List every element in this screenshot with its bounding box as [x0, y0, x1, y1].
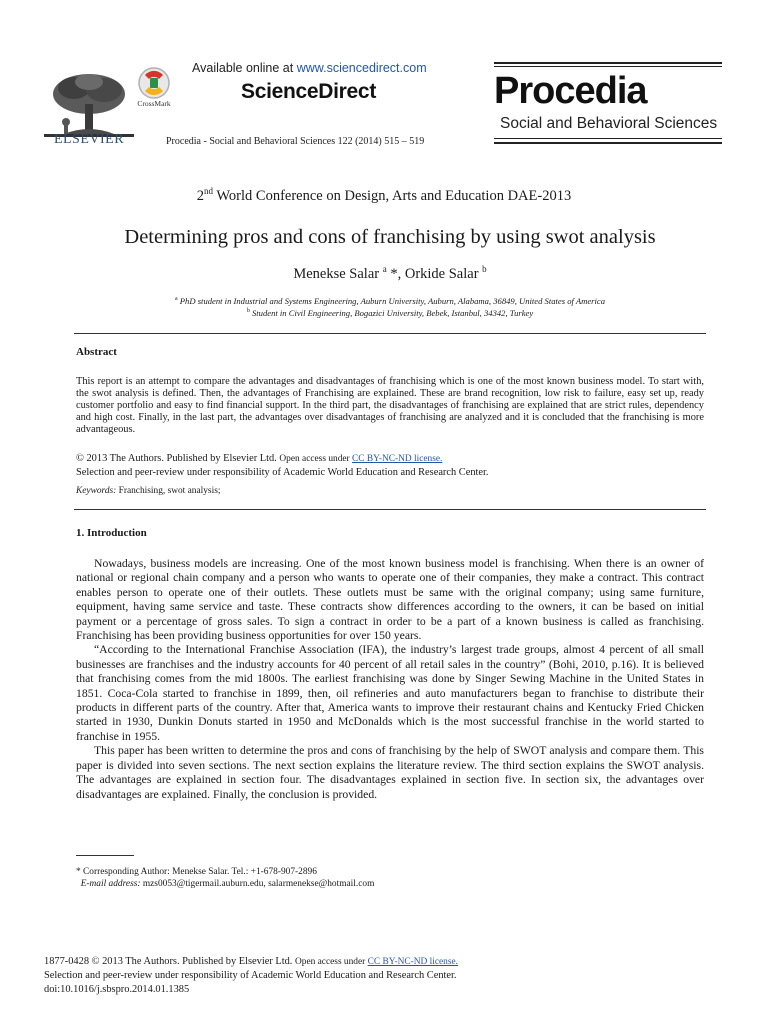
available-online-line: [192, 61, 427, 75]
abstract-body: This report is an attempt to compare the advantages and disadvantages of franchising which is one of the most known business model. To start with, the swot analysis is defined. Then, the advantages of Franchising are explained. These are brand recognition, low risk to failure, easy set up, ready customer portfolio and easy to find financial support. In the third part, the disadvantages of franchising are explained that are strict rules, dependency and high cost. Finally, in the last part, the advantages over disadvantages of franchising are analyzed and it is concluded that the franchising is more advantageous.: [76, 376, 704, 435]
footer-open-access-text: Open access under: [295, 957, 368, 967]
footer-copyright: 1877-0428 © 2013 The Authors. Published by Elsevier Ltd.: [44, 956, 295, 967]
section-divider: [74, 333, 706, 334]
procedia-title: Procedia: [494, 70, 647, 112]
abstract-copyright: [76, 452, 704, 480]
keywords: [76, 486, 220, 496]
sciencedirect-link[interactable]: www.sciencedirect.com: [296, 61, 427, 75]
available-prefix: Available online at: [192, 61, 297, 75]
author-line: [0, 264, 768, 283]
conference-line: [0, 186, 768, 205]
footer-peer-review: Selection and peer-review under responsibility of Academic World Education and Research Center.: [44, 970, 457, 982]
license-link[interactable]: CC BY-NC-ND license.: [352, 454, 443, 464]
email-addresses[interactable]: mzs0053@tigermail.auburn.edu, salarmenekse@hotmail.com: [140, 879, 375, 889]
copyright-text: © 2013 The Authors. Published by Elsevier Ltd.: [76, 453, 280, 464]
affiliation-a-text: PhD student in Industrial and Systems Engineering, Auburn University, Auburn, Alabama, 36849, United States of America: [177, 296, 606, 306]
conference-name: World Conference on Design, Arts and Education DAE-2013: [213, 187, 572, 204]
author-1-affil-mark: a: [382, 264, 387, 274]
peer-review-text: Selection and peer-review under responsibility of Academic World Education and Research Center.: [76, 467, 489, 478]
open-access-text: Open access under: [279, 454, 353, 464]
affiliation-b-text: Student in Civil Engineering, Bogazici University, Bebek, Istanbul, 34342, Turkey: [249, 308, 534, 318]
sciencedirect-brand: ScienceDirect: [241, 80, 377, 103]
procedia-subtitle: Social and Behavioral Sciences: [500, 115, 718, 132]
elsevier-wordmark: ELSEVIER: [53, 132, 125, 147]
introduction-body: [76, 557, 704, 802]
affiliation-b: [0, 308, 768, 318]
corresponding-mark: *,: [386, 265, 405, 282]
footnote-divider: [76, 855, 134, 856]
keywords-label: Keywords:: [76, 486, 117, 496]
footer-doi[interactable]: doi:10.1016/j.sbspro.2014.01.1385: [44, 983, 190, 995]
introduction-heading: 1. Introduction: [76, 527, 147, 539]
introduction-paragraph: Nowadays, business models are increasing. One of the most known business model is franchising. When there is an owner of national or regional chain company and a person who wants to operate one of their companies, they make a contract. This contract enables person to operate one of their outlets. These outlets must be same with the original company; using same furniture, equipment, having same service and taste. These contracts show differences according to the owners, it can be based on initial payment or a percentage of gross sales. To sign a contract in order to be a part of a known business is called as franchising. Franchising has been providing business opportunities for over 150 years.: [76, 557, 704, 643]
abstract-heading: Abstract: [76, 346, 117, 358]
conference-ordinal: 2: [196, 187, 205, 204]
footnote: [76, 866, 374, 890]
page-footer: [44, 955, 458, 996]
affiliation-a: [0, 296, 768, 306]
conference-ordinal-suffix: nd: [204, 186, 214, 196]
affiliation-b-mark: b: [246, 308, 250, 315]
corresponding-author: * Corresponding Author: Menekse Salar. Tel.: +1-678-907-2896: [76, 867, 317, 877]
procedia-rule: [494, 62, 722, 64]
crossmark-label: CrossMark: [137, 99, 171, 108]
paper-title: Determining pros and cons of franchising by using swot analysis: [124, 226, 656, 248]
procedia-rule: [494, 142, 722, 144]
introduction-paragraph: “According to the International Franchise Association (IFA), the industry’s largest trade groups, almost 4 percent of all small businesses are franchises and the industry accounts for 40 percent of all retail sales in the country” (Bohi, 2010, p.16). It is believed that franchising comes from the mid 1800s. The earliest franchising was done by Singer Sewing Machine in the United States in 1851. Coca-Cola started to franchise in 1899, then, oil refineries and auto manufacturers began to franchise to distribute their products in different parts of the country. After that, America wants to improve their restaurant chains and Kentucky Fried Chicken started in 1930, Dunkin Donuts started in 1950 and McDonalds which is the most successful franchise in the world started to franchise in 1955.: [76, 643, 704, 743]
procedia-rule: [494, 66, 722, 67]
author-2-affil-mark: b: [482, 264, 487, 274]
footer-license-link[interactable]: CC BY-NC-ND license.: [367, 957, 458, 967]
section-divider: [74, 509, 706, 510]
email-label: E-mail address:: [80, 879, 141, 889]
author-1: Menekse Salar: [293, 265, 383, 282]
introduction-paragraph: This paper has been written to determine the pros and cons of franchising by the help of SWOT analysis and compare them. This paper is divided into seven sections. The next section explains the literature review. The third section explains the SWOT analysis. The advantages are explained in section four. The disadvantages explained in section five. In section six, the advantages over disadvantages are explained. Finally, the conclusion is provided.: [76, 744, 704, 801]
affiliation-a-mark: a: [174, 296, 178, 303]
journal-citation: Procedia - Social and Behavioral Sciences 122 (2014) 515 – 519: [166, 136, 425, 147]
author-2: Orkide Salar: [404, 265, 483, 282]
procedia-rule: [494, 138, 722, 139]
keywords-value: Franchising, swot analysis;: [116, 486, 221, 496]
